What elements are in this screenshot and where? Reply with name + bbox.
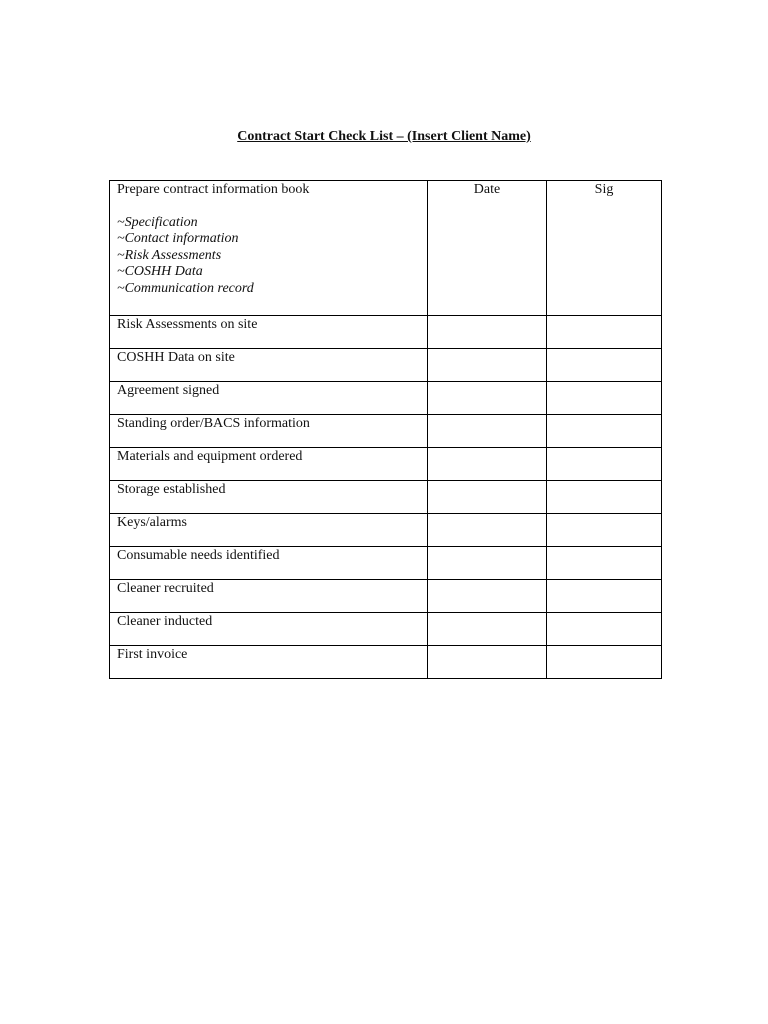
header-task-label: Prepare contract information book [117, 182, 310, 197]
task-cell: Cleaner inducted [110, 613, 428, 646]
table-row [110, 349, 662, 382]
task-cell: First invoice [110, 646, 428, 679]
task-cell: Keys/alarms [110, 514, 428, 547]
task-cell [110, 181, 428, 316]
signature-cell[interactable] [547, 382, 662, 415]
table-row [110, 181, 662, 316]
table-row [110, 646, 662, 679]
table-row [110, 580, 662, 613]
date-cell[interactable] [428, 580, 547, 613]
header-date: Date [428, 181, 547, 316]
table-row [110, 613, 662, 646]
date-cell[interactable] [428, 316, 547, 349]
signature-cell[interactable] [547, 481, 662, 514]
task-cell: Materials and equipment ordered [110, 448, 428, 481]
table-row [110, 448, 662, 481]
date-cell[interactable] [428, 349, 547, 382]
task-cell: Agreement signed [110, 382, 428, 415]
date-cell[interactable] [428, 415, 547, 448]
task-cell: COSHH Data on site [110, 349, 428, 382]
signature-cell[interactable] [547, 547, 662, 580]
date-cell[interactable] [428, 646, 547, 679]
table-row [110, 547, 662, 580]
date-cell[interactable] [428, 514, 547, 547]
signature-cell[interactable] [547, 646, 662, 679]
signature-cell[interactable] [547, 316, 662, 349]
table-row [110, 316, 662, 349]
sub-item: ~COSHH Data [117, 264, 203, 279]
page-title: Contract Start Check List – (Insert Client Name) [237, 129, 531, 144]
date-cell[interactable] [428, 448, 547, 481]
signature-cell[interactable] [547, 514, 662, 547]
signature-cell[interactable] [547, 415, 662, 448]
date-cell[interactable] [428, 613, 547, 646]
date-cell[interactable] [428, 547, 547, 580]
sub-item: ~Specification [117, 214, 198, 230]
sub-item: ~Risk Assessments [117, 247, 222, 263]
table-row [110, 382, 662, 415]
task-cell: Storage established [110, 481, 428, 514]
task-cell: Consumable needs identified [110, 547, 428, 580]
table-row [110, 415, 662, 448]
signature-cell[interactable] [547, 448, 662, 481]
task-cell: Standing order/BACS information [110, 415, 428, 448]
date-cell[interactable] [428, 382, 547, 415]
table-row [110, 481, 662, 514]
task-cell: Cleaner recruited [110, 580, 428, 613]
sub-item-list [117, 215, 420, 298]
task-cell: Risk Assessments on site [110, 316, 428, 349]
header-sig: Sig [547, 181, 662, 316]
checklist-table [109, 180, 662, 679]
signature-cell[interactable] [547, 613, 662, 646]
sub-item: ~Communication record [117, 280, 254, 296]
signature-cell[interactable] [547, 349, 662, 382]
date-cell[interactable] [428, 481, 547, 514]
signature-cell[interactable] [547, 580, 662, 613]
sub-item: ~Contact information [117, 231, 239, 246]
table-row [110, 514, 662, 547]
